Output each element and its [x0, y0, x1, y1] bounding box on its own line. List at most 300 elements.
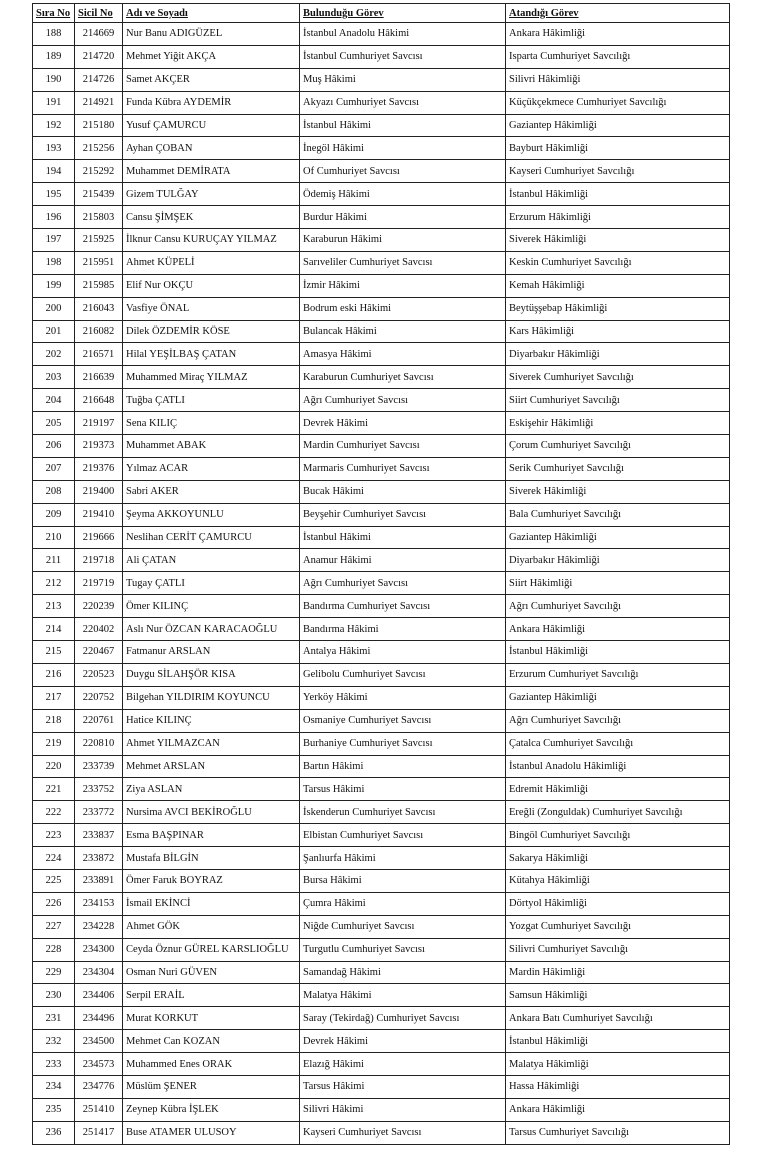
cell-adi-soyadi: Hatice KILINÇ: [123, 709, 300, 732]
cell-atandigi-gorev: Erzurum Cumhuriyet Savcılığı: [506, 663, 730, 686]
cell-bulundugu-gorev: Samandağ Hâkimi: [300, 961, 506, 984]
cell-adi-soyadi: Ziya ASLAN: [123, 778, 300, 801]
cell-adi-soyadi: Sena KILIÇ: [123, 412, 300, 435]
cell-adi-soyadi: Samet AKÇER: [123, 68, 300, 91]
cell-adi-soyadi: Esma BAŞPINAR: [123, 824, 300, 847]
cell-atandigi-gorev: Gaziantep Hâkimliği: [506, 114, 730, 137]
table-row: [33, 869, 730, 892]
header-bulundugu-gorev: Bulunduğu Görev: [300, 4, 506, 23]
cell-sira-no: 191: [33, 91, 75, 114]
cell-sira-no: 218: [33, 709, 75, 732]
table-row: [33, 503, 730, 526]
table-row: [33, 435, 730, 458]
cell-adi-soyadi: Ömer KILINÇ: [123, 595, 300, 618]
cell-sira-no: 195: [33, 183, 75, 206]
cell-bulundugu-gorev: Niğde Cumhuriyet Savcısı: [300, 915, 506, 938]
cell-adi-soyadi: Hilal YEŞİLBAŞ ÇATAN: [123, 343, 300, 366]
cell-adi-soyadi: Gizem TULĞAY: [123, 183, 300, 206]
cell-bulundugu-gorev: İzmir Hâkimi: [300, 274, 506, 297]
cell-bulundugu-gorev: Marmaris Cumhuriyet Savcısı: [300, 457, 506, 480]
table-row: [33, 251, 730, 274]
cell-bulundugu-gorev: Devrek Hâkimi: [300, 1030, 506, 1053]
cell-atandigi-gorev: Mardin Hâkimliği: [506, 961, 730, 984]
cell-bulundugu-gorev: İstanbul Hâkimi: [300, 114, 506, 137]
cell-sicil-no: 215985: [75, 274, 123, 297]
table-row: [33, 595, 730, 618]
cell-atandigi-gorev: Siverek Hâkimliği: [506, 229, 730, 252]
cell-adi-soyadi: Buse ATAMER ULUSOY: [123, 1121, 300, 1144]
cell-atandigi-gorev: İstanbul Hâkimliği: [506, 1030, 730, 1053]
cell-sira-no: 214: [33, 618, 75, 641]
cell-bulundugu-gorev: Beyşehir Cumhuriyet Savcısı: [300, 503, 506, 526]
table-row: [33, 961, 730, 984]
cell-atandigi-gorev: Siirt Hâkimliği: [506, 572, 730, 595]
cell-bulundugu-gorev: Bandırma Cumhuriyet Savcısı: [300, 595, 506, 618]
cell-sira-no: 222: [33, 801, 75, 824]
cell-sira-no: 236: [33, 1121, 75, 1144]
header-adi-soyadi: Adı ve Soyadı: [123, 4, 300, 23]
cell-atandigi-gorev: Kars Hâkimliği: [506, 320, 730, 343]
cell-adi-soyadi: İsmail EKİNCİ: [123, 892, 300, 915]
cell-sira-no: 213: [33, 595, 75, 618]
table-row: [33, 229, 730, 252]
table-row: [33, 663, 730, 686]
cell-sira-no: 208: [33, 480, 75, 503]
cell-sicil-no: 214726: [75, 68, 123, 91]
cell-bulundugu-gorev: Malatya Hâkimi: [300, 984, 506, 1007]
cell-sira-no: 229: [33, 961, 75, 984]
cell-sira-no: 190: [33, 68, 75, 91]
cell-atandigi-gorev: Siirt Cumhuriyet Savcılığı: [506, 389, 730, 412]
cell-sicil-no: 214669: [75, 23, 123, 46]
table-row: [33, 1053, 730, 1076]
cell-adi-soyadi: Ömer Faruk BOYRAZ: [123, 869, 300, 892]
cell-sira-no: 224: [33, 847, 75, 870]
cell-sira-no: 205: [33, 412, 75, 435]
table-row: [33, 641, 730, 664]
cell-sicil-no: 234776: [75, 1075, 123, 1098]
cell-bulundugu-gorev: Saray (Tekirdağ) Cumhuriyet Savcısı: [300, 1007, 506, 1030]
cell-atandigi-gorev: Ankara Batı Cumhuriyet Savcılığı: [506, 1007, 730, 1030]
cell-sicil-no: 251417: [75, 1121, 123, 1144]
table-row: [33, 1007, 730, 1030]
cell-bulundugu-gorev: İstanbul Anadolu Hâkimi: [300, 23, 506, 46]
cell-sicil-no: 234153: [75, 892, 123, 915]
table-row: [33, 160, 730, 183]
cell-sicil-no: 234228: [75, 915, 123, 938]
cell-sicil-no: 233739: [75, 755, 123, 778]
table-row: [33, 549, 730, 572]
cell-sicil-no: 220761: [75, 709, 123, 732]
cell-bulundugu-gorev: İskenderun Cumhuriyet Savcısı: [300, 801, 506, 824]
cell-sicil-no: 215180: [75, 114, 123, 137]
cell-sira-no: 202: [33, 343, 75, 366]
cell-bulundugu-gorev: İstanbul Hâkimi: [300, 526, 506, 549]
cell-sicil-no: 219718: [75, 549, 123, 572]
cell-sicil-no: 233772: [75, 801, 123, 824]
cell-bulundugu-gorev: Elbistan Cumhuriyet Savcısı: [300, 824, 506, 847]
cell-bulundugu-gorev: Akyazı Cumhuriyet Savcısı: [300, 91, 506, 114]
appointment-table: [32, 3, 730, 1145]
cell-sira-no: 215: [33, 641, 75, 664]
cell-adi-soyadi: Müslüm ŞENER: [123, 1075, 300, 1098]
cell-atandigi-gorev: Gaziantep Hâkimliği: [506, 526, 730, 549]
cell-sicil-no: 214720: [75, 45, 123, 68]
table-row: [33, 618, 730, 641]
cell-sira-no: 200: [33, 297, 75, 320]
cell-sicil-no: 216082: [75, 320, 123, 343]
cell-sira-no: 209: [33, 503, 75, 526]
cell-atandigi-gorev: Silivri Hâkimliği: [506, 68, 730, 91]
cell-sicil-no: 215951: [75, 251, 123, 274]
cell-bulundugu-gorev: Çumra Hâkimi: [300, 892, 506, 915]
cell-sicil-no: 219666: [75, 526, 123, 549]
cell-sira-no: 220: [33, 755, 75, 778]
cell-adi-soyadi: Funda Kübra AYDEMİR: [123, 91, 300, 114]
cell-adi-soyadi: Fatmanur ARSLAN: [123, 641, 300, 664]
cell-sira-no: 196: [33, 206, 75, 229]
cell-atandigi-gorev: Siverek Cumhuriyet Savcılığı: [506, 366, 730, 389]
cell-sicil-no: 234496: [75, 1007, 123, 1030]
cell-adi-soyadi: Osman Nuri GÜVEN: [123, 961, 300, 984]
cell-bulundugu-gorev: Amasya Hâkimi: [300, 343, 506, 366]
cell-adi-soyadi: Duygu SİLAHŞÖR KISA: [123, 663, 300, 686]
header-atandigi-gorev: Atandığı Görev: [506, 4, 730, 23]
cell-atandigi-gorev: Tarsus Cumhuriyet Savcılığı: [506, 1121, 730, 1144]
table-header: [33, 4, 730, 23]
cell-bulundugu-gorev: Burhaniye Cumhuriyet Savcısı: [300, 732, 506, 755]
cell-atandigi-gorev: Keskin Cumhuriyet Savcılığı: [506, 251, 730, 274]
table-body: [33, 23, 730, 1145]
cell-bulundugu-gorev: Silivri Hâkimi: [300, 1098, 506, 1121]
cell-adi-soyadi: Ahmet YILMAZCAN: [123, 732, 300, 755]
cell-atandigi-gorev: Ankara Hâkimliği: [506, 618, 730, 641]
cell-sicil-no: 233752: [75, 778, 123, 801]
cell-bulundugu-gorev: Antalya Hâkimi: [300, 641, 506, 664]
cell-adi-soyadi: Aslı Nur ÖZCAN KARACAOĞLU: [123, 618, 300, 641]
table-row: [33, 938, 730, 961]
cell-sira-no: 193: [33, 137, 75, 160]
table-row: [33, 274, 730, 297]
cell-bulundugu-gorev: Turgutlu Cumhuriyet Savcısı: [300, 938, 506, 961]
cell-sira-no: 201: [33, 320, 75, 343]
cell-atandigi-gorev: Bingöl Cumhuriyet Savcılığı: [506, 824, 730, 847]
cell-atandigi-gorev: Sakarya Hâkimliği: [506, 847, 730, 870]
cell-sicil-no: 220402: [75, 618, 123, 641]
cell-sira-no: 206: [33, 435, 75, 458]
cell-sira-no: 198: [33, 251, 75, 274]
cell-adi-soyadi: Neslihan CERİT ÇAMURCU: [123, 526, 300, 549]
cell-bulundugu-gorev: Bursa Hâkimi: [300, 869, 506, 892]
table-row: [33, 343, 730, 366]
cell-sicil-no: 215256: [75, 137, 123, 160]
table-row: [33, 206, 730, 229]
cell-sicil-no: 251410: [75, 1098, 123, 1121]
cell-sira-no: 225: [33, 869, 75, 892]
cell-atandigi-gorev: Isparta Cumhuriyet Savcılığı: [506, 45, 730, 68]
cell-adi-soyadi: Murat KORKUT: [123, 1007, 300, 1030]
cell-bulundugu-gorev: Bartın Hâkimi: [300, 755, 506, 778]
cell-atandigi-gorev: Serik Cumhuriyet Savcılığı: [506, 457, 730, 480]
cell-adi-soyadi: Tugay ÇATLI: [123, 572, 300, 595]
table-row: [33, 137, 730, 160]
cell-sira-no: 232: [33, 1030, 75, 1053]
table-row: [33, 778, 730, 801]
table-row: [33, 114, 730, 137]
cell-atandigi-gorev: Hassa Hâkimliği: [506, 1075, 730, 1098]
cell-adi-soyadi: Ceyda Öznur GÜREL KARSLIOĞLU: [123, 938, 300, 961]
table-row: [33, 847, 730, 870]
cell-bulundugu-gorev: Şanlıurfa Hâkimi: [300, 847, 506, 870]
cell-atandigi-gorev: Bala Cumhuriyet Savcılığı: [506, 503, 730, 526]
cell-adi-soyadi: Ali ÇATAN: [123, 549, 300, 572]
cell-atandigi-gorev: Kütahya Hâkimliği: [506, 869, 730, 892]
cell-sira-no: 230: [33, 984, 75, 1007]
cell-sira-no: 203: [33, 366, 75, 389]
header-row: [33, 4, 730, 23]
cell-bulundugu-gorev: Bandırma Hâkimi: [300, 618, 506, 641]
cell-adi-soyadi: Mehmet Can KOZAN: [123, 1030, 300, 1053]
cell-bulundugu-gorev: Ödemiş Hâkimi: [300, 183, 506, 206]
cell-bulundugu-gorev: Gelibolu Cumhuriyet Savcısı: [300, 663, 506, 686]
table-row: [33, 824, 730, 847]
cell-atandigi-gorev: Bayburt Hâkimliği: [506, 137, 730, 160]
cell-bulundugu-gorev: Kayseri Cumhuriyet Savcısı: [300, 1121, 506, 1144]
cell-sira-no: 194: [33, 160, 75, 183]
cell-bulundugu-gorev: Bodrum eski Hâkimi: [300, 297, 506, 320]
cell-adi-soyadi: İlknur Cansu KURUÇAY YILMAZ: [123, 229, 300, 252]
cell-atandigi-gorev: Kayseri Cumhuriyet Savcılığı: [506, 160, 730, 183]
cell-sira-no: 216: [33, 663, 75, 686]
table-row: [33, 801, 730, 824]
cell-atandigi-gorev: Eskişehir Hâkimliği: [506, 412, 730, 435]
cell-sicil-no: 220523: [75, 663, 123, 686]
cell-adi-soyadi: Ayhan ÇOBAN: [123, 137, 300, 160]
cell-sicil-no: 220752: [75, 686, 123, 709]
table-row: [33, 320, 730, 343]
table-row: [33, 915, 730, 938]
cell-adi-soyadi: Şeyma AKKOYUNLU: [123, 503, 300, 526]
cell-bulundugu-gorev: Of Cumhuriyet Savcısı: [300, 160, 506, 183]
cell-atandigi-gorev: Edremit Hâkimliği: [506, 778, 730, 801]
table-row: [33, 68, 730, 91]
table-row: [33, 389, 730, 412]
cell-sira-no: 234: [33, 1075, 75, 1098]
table-row: [33, 1030, 730, 1053]
cell-sicil-no: 234304: [75, 961, 123, 984]
cell-sira-no: 197: [33, 229, 75, 252]
cell-bulundugu-gorev: Ağrı Cumhuriyet Savcısı: [300, 389, 506, 412]
cell-atandigi-gorev: Ağrı Cumhuriyet Savcılığı: [506, 709, 730, 732]
cell-adi-soyadi: Muhammet ABAK: [123, 435, 300, 458]
cell-sira-no: 219: [33, 732, 75, 755]
cell-bulundugu-gorev: Bulancak Hâkimi: [300, 320, 506, 343]
cell-sicil-no: 220810: [75, 732, 123, 755]
cell-bulundugu-gorev: Sarıveliler Cumhuriyet Savcısı: [300, 251, 506, 274]
cell-bulundugu-gorev: Bucak Hâkimi: [300, 480, 506, 503]
cell-sicil-no: 234406: [75, 984, 123, 1007]
cell-sicil-no: 215803: [75, 206, 123, 229]
cell-sira-no: 207: [33, 457, 75, 480]
cell-sicil-no: 219376: [75, 457, 123, 480]
cell-sicil-no: 215925: [75, 229, 123, 252]
cell-atandigi-gorev: Beytüşşebap Hâkimliği: [506, 297, 730, 320]
table-row: [33, 984, 730, 1007]
table-row: [33, 457, 730, 480]
cell-adi-soyadi: Ahmet KÜPELİ: [123, 251, 300, 274]
cell-adi-soyadi: Ahmet GÖK: [123, 915, 300, 938]
cell-sicil-no: 220239: [75, 595, 123, 618]
cell-sicil-no: 234573: [75, 1053, 123, 1076]
cell-bulundugu-gorev: Karaburun Cumhuriyet Savcısı: [300, 366, 506, 389]
cell-atandigi-gorev: Yozgat Cumhuriyet Savcılığı: [506, 915, 730, 938]
cell-sira-no: 223: [33, 824, 75, 847]
cell-adi-soyadi: Bilgehan YILDIRIM KOYUNCU: [123, 686, 300, 709]
cell-sira-no: 189: [33, 45, 75, 68]
cell-bulundugu-gorev: Muş Hâkimi: [300, 68, 506, 91]
table-row: [33, 755, 730, 778]
cell-sicil-no: 233891: [75, 869, 123, 892]
table-row: [33, 1098, 730, 1121]
cell-sicil-no: 216043: [75, 297, 123, 320]
cell-adi-soyadi: Cansu ŞİMŞEK: [123, 206, 300, 229]
cell-atandigi-gorev: Gaziantep Hâkimliği: [506, 686, 730, 709]
table-row: [33, 412, 730, 435]
cell-bulundugu-gorev: Yerköy Hâkimi: [300, 686, 506, 709]
table-row: [33, 686, 730, 709]
cell-atandigi-gorev: İstanbul Hâkimliği: [506, 183, 730, 206]
cell-atandigi-gorev: Diyarbakır Hâkimliği: [506, 549, 730, 572]
cell-bulundugu-gorev: Tarsus Hâkimi: [300, 1075, 506, 1098]
cell-sira-no: 228: [33, 938, 75, 961]
cell-bulundugu-gorev: Anamur Hâkimi: [300, 549, 506, 572]
cell-adi-soyadi: Muhammet DEMİRATA: [123, 160, 300, 183]
cell-atandigi-gorev: Ankara Hâkimliği: [506, 23, 730, 46]
cell-bulundugu-gorev: Devrek Hâkimi: [300, 412, 506, 435]
cell-adi-soyadi: Serpil ERAİL: [123, 984, 300, 1007]
cell-sicil-no: 216571: [75, 343, 123, 366]
cell-sicil-no: 216648: [75, 389, 123, 412]
cell-sira-no: 217: [33, 686, 75, 709]
cell-atandigi-gorev: Samsun Hâkimliği: [506, 984, 730, 1007]
cell-atandigi-gorev: Silivri Cumhuriyet Savcılığı: [506, 938, 730, 961]
cell-adi-soyadi: Mehmet Yiğit AKÇA: [123, 45, 300, 68]
cell-adi-soyadi: Yusuf ÇAMURCU: [123, 114, 300, 137]
cell-bulundugu-gorev: İnegöl Hâkimi: [300, 137, 506, 160]
cell-sicil-no: 233872: [75, 847, 123, 870]
cell-sira-no: 199: [33, 274, 75, 297]
table-row: [33, 572, 730, 595]
cell-atandigi-gorev: Ağrı Cumhuriyet Savcılığı: [506, 595, 730, 618]
cell-bulundugu-gorev: Tarsus Hâkimi: [300, 778, 506, 801]
cell-sicil-no: 219197: [75, 412, 123, 435]
cell-atandigi-gorev: Ankara Hâkimliği: [506, 1098, 730, 1121]
cell-sicil-no: 219719: [75, 572, 123, 595]
cell-sicil-no: 216639: [75, 366, 123, 389]
cell-atandigi-gorev: Diyarbakır Hâkimliği: [506, 343, 730, 366]
cell-sicil-no: 233837: [75, 824, 123, 847]
cell-adi-soyadi: Elif Nur OKÇU: [123, 274, 300, 297]
cell-adi-soyadi: Nur Banu ADIGÜZEL: [123, 23, 300, 46]
cell-sicil-no: 219400: [75, 480, 123, 503]
cell-adi-soyadi: Mehmet ARSLAN: [123, 755, 300, 778]
cell-sira-no: 231: [33, 1007, 75, 1030]
cell-bulundugu-gorev: İstanbul Cumhuriyet Savcısı: [300, 45, 506, 68]
cell-adi-soyadi: Vasfiye ÖNAL: [123, 297, 300, 320]
cell-adi-soyadi: Dilek ÖZDEMİR KÖSE: [123, 320, 300, 343]
cell-sicil-no: 220467: [75, 641, 123, 664]
table-row: [33, 91, 730, 114]
cell-atandigi-gorev: Erzurum Hâkimliği: [506, 206, 730, 229]
cell-sicil-no: 219373: [75, 435, 123, 458]
cell-adi-soyadi: Yılmaz ACAR: [123, 457, 300, 480]
cell-atandigi-gorev: İstanbul Hâkimliği: [506, 641, 730, 664]
header-sira-no: Sıra No: [33, 4, 75, 23]
cell-bulundugu-gorev: Osmaniye Cumhuriyet Savcısı: [300, 709, 506, 732]
cell-bulundugu-gorev: Burdur Hâkimi: [300, 206, 506, 229]
cell-atandigi-gorev: Siverek Hâkimliği: [506, 480, 730, 503]
table-row: [33, 1075, 730, 1098]
cell-sicil-no: 215292: [75, 160, 123, 183]
cell-adi-soyadi: Zeynep Kübra İŞLEK: [123, 1098, 300, 1121]
cell-bulundugu-gorev: Karaburun Hâkimi: [300, 229, 506, 252]
cell-sira-no: 221: [33, 778, 75, 801]
cell-sicil-no: 234300: [75, 938, 123, 961]
cell-atandigi-gorev: Dörtyol Hâkimliği: [506, 892, 730, 915]
cell-sicil-no: 234500: [75, 1030, 123, 1053]
table-row: [33, 1121, 730, 1144]
cell-sira-no: 226: [33, 892, 75, 915]
cell-sira-no: 210: [33, 526, 75, 549]
table-row: [33, 297, 730, 320]
cell-atandigi-gorev: Çatalca Cumhuriyet Savcılığı: [506, 732, 730, 755]
cell-sicil-no: 214921: [75, 91, 123, 114]
cell-adi-soyadi: Sabri AKER: [123, 480, 300, 503]
table-row: [33, 45, 730, 68]
table-row: [33, 709, 730, 732]
cell-sira-no: 192: [33, 114, 75, 137]
cell-atandigi-gorev: Ereğli (Zonguldak) Cumhuriyet Savcılığı: [506, 801, 730, 824]
cell-adi-soyadi: Tuğba ÇATLI: [123, 389, 300, 412]
table-row: [33, 183, 730, 206]
table-row: [33, 480, 730, 503]
cell-bulundugu-gorev: Ağrı Cumhuriyet Savcısı: [300, 572, 506, 595]
cell-atandigi-gorev: İstanbul Anadolu Hâkimliği: [506, 755, 730, 778]
cell-adi-soyadi: Nursima AVCI BEKİROĞLU: [123, 801, 300, 824]
cell-bulundugu-gorev: Elazığ Hâkimi: [300, 1053, 506, 1076]
header-sicil-no: Sicil No: [75, 4, 123, 23]
cell-adi-soyadi: Muhammed Miraç YILMAZ: [123, 366, 300, 389]
cell-sira-no: 235: [33, 1098, 75, 1121]
cell-adi-soyadi: Muhammed Enes ORAK: [123, 1053, 300, 1076]
cell-sira-no: 188: [33, 23, 75, 46]
table-row: [33, 732, 730, 755]
cell-atandigi-gorev: Çorum Cumhuriyet Savcılığı: [506, 435, 730, 458]
table-row: [33, 23, 730, 46]
cell-atandigi-gorev: Küçükçekmece Cumhuriyet Savcılığı: [506, 91, 730, 114]
table-row: [33, 526, 730, 549]
cell-sira-no: 227: [33, 915, 75, 938]
table-row: [33, 892, 730, 915]
cell-sicil-no: 215439: [75, 183, 123, 206]
table-row: [33, 366, 730, 389]
cell-sira-no: 212: [33, 572, 75, 595]
cell-sira-no: 204: [33, 389, 75, 412]
cell-sira-no: 211: [33, 549, 75, 572]
cell-atandigi-gorev: Kemah Hâkimliği: [506, 274, 730, 297]
cell-bulundugu-gorev: Mardin Cumhuriyet Savcısı: [300, 435, 506, 458]
cell-atandigi-gorev: Malatya Hâkimliği: [506, 1053, 730, 1076]
